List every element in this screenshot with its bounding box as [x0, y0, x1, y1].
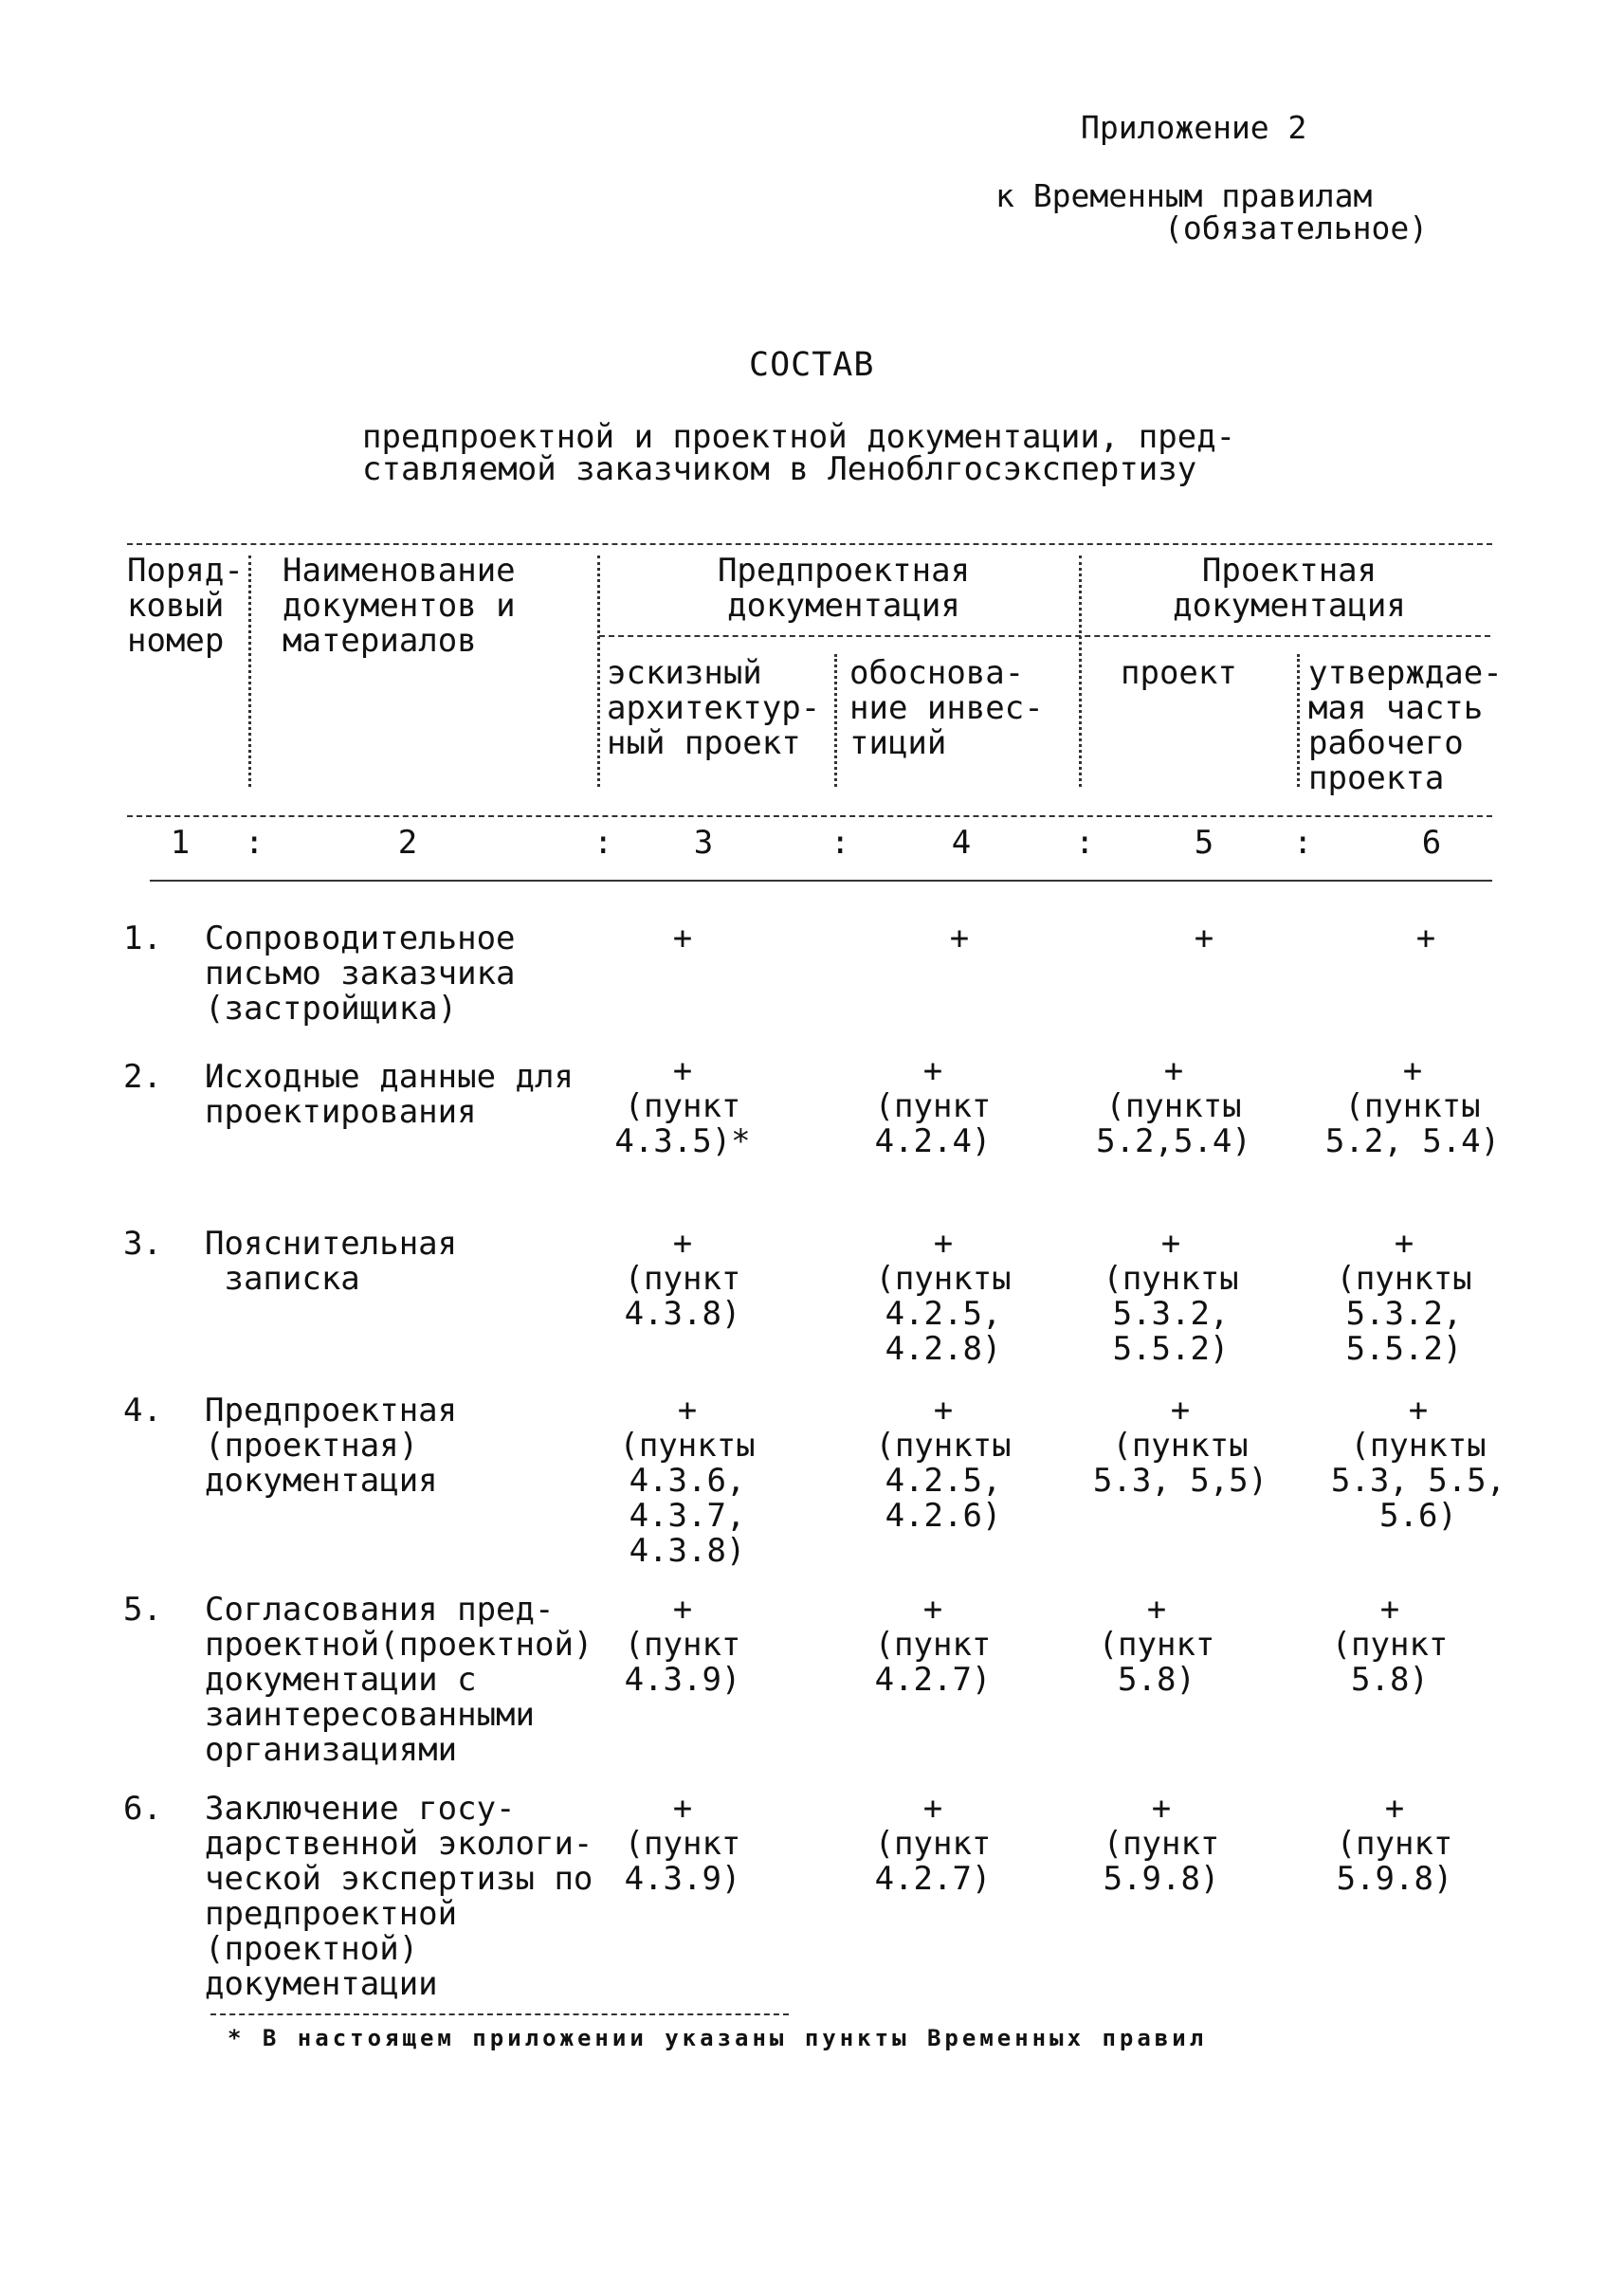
- row-number: 2.: [123, 1058, 162, 1096]
- row-cell-col4: + (пункты 4.2.5, 4.2.8): [875, 1225, 1012, 1368]
- row-cell-col6: +: [1415, 920, 1436, 957]
- col5-header: проект: [1121, 654, 1237, 692]
- colnum-sep: :: [1075, 824, 1095, 862]
- mandatory-label: (обязательное): [1164, 209, 1429, 246]
- document-title: СОСТАВ: [749, 346, 875, 384]
- row-number: 5.: [123, 1591, 162, 1629]
- row-name: Пояснительная записка: [205, 1225, 458, 1298]
- row-cell-col3: + (пункт 4.3.8): [624, 1225, 741, 1333]
- row-cell-col4: + (пункты 4.2.5, 4.2.6): [875, 1392, 1012, 1535]
- row-cell-col5: + (пункт 5.8): [1098, 1591, 1215, 1699]
- row-cell-col5: + (пункты 5.2,5.4): [1096, 1052, 1251, 1160]
- document-subtitle-line1: предпроектной и проектной документации, пред-: [362, 418, 1236, 456]
- row-cell-col4: +: [949, 920, 970, 957]
- col-separator-1: [248, 556, 251, 787]
- row-name: Согласования пред- проектной(проектной) документации с заинтересованными организациями: [205, 1591, 593, 1769]
- row-number: 1.: [123, 920, 162, 957]
- colnum-sep: :: [1293, 824, 1313, 862]
- group-divider-rule: [599, 635, 1490, 637]
- footnote-rule: [210, 2013, 789, 2015]
- row-cell-col3: + (пункт 4.3.9): [624, 1790, 741, 1898]
- row-cell-col6: + (пункты 5.3.2, 5.5.2): [1336, 1225, 1472, 1368]
- colnum-6: 6: [1421, 824, 1442, 862]
- col1-header: Поряд- ковый номер: [127, 552, 244, 660]
- row-name: Сопроводительное письмо заказчика (застройщика): [205, 920, 516, 1028]
- appendix-label: Приложение 2: [1081, 109, 1307, 146]
- row-name: Заключение госу- дарственной экологи- ческой экспертизы по предпроектной (проектной) документации: [205, 1790, 593, 2003]
- colnum-sep: :: [245, 824, 265, 862]
- row-cell-col3: + (пункт 4.3.5)*: [614, 1052, 751, 1160]
- row-cell-col5: + (пункты 5.3, 5,5): [1092, 1392, 1268, 1500]
- colnum-top-rule: [127, 815, 1492, 817]
- col-separator-4: [1079, 556, 1082, 787]
- row-cell-col6: + (пункт 5.9.8): [1336, 1790, 1453, 1898]
- colnum-4: 4: [951, 824, 972, 862]
- col-separator-5: [1297, 654, 1300, 787]
- col2-header: Наименование документов и материалов: [283, 552, 516, 660]
- row-number: 4.: [123, 1392, 162, 1430]
- row-cell-col6: + (пункт 5.8): [1331, 1591, 1449, 1699]
- colnum-sep: :: [830, 824, 850, 862]
- col6-header: утверждае- мая часть рабочего проекта: [1308, 654, 1503, 797]
- col-separator-2: [597, 556, 600, 787]
- row-cell-col3: + (пункт 4.3.9): [624, 1591, 741, 1699]
- row-cell-col5: + (пункт 5.9.8): [1103, 1790, 1220, 1898]
- row-cell-col5: + (пункты 5.3.2, 5.5.2): [1103, 1225, 1239, 1368]
- colnum-5: 5: [1194, 824, 1214, 862]
- row-cell-col5: +: [1194, 920, 1214, 957]
- row-cell-col4: + (пункт 4.2.4): [874, 1052, 992, 1160]
- row-cell-col4: + (пункт 4.2.7): [874, 1790, 992, 1898]
- table-top-rule: [127, 543, 1492, 545]
- colnum-sep: :: [593, 824, 613, 862]
- row-cell-col6: + (пункты 5.2, 5.4): [1324, 1052, 1501, 1160]
- row-cell-col3: +: [672, 920, 693, 957]
- colnum-2: 2: [397, 824, 418, 862]
- row-name: Предпроектная (проектная) документация: [205, 1392, 458, 1500]
- row-number: 3.: [123, 1225, 162, 1263]
- colnum-3: 3: [693, 824, 714, 862]
- rules-reference: к Временным правилам: [995, 177, 1373, 214]
- colnum-1: 1: [170, 824, 191, 862]
- col4-header: обоснова- ние инвес- тиций: [849, 654, 1044, 762]
- document-subtitle-line2: ставляемой заказчиком в Ленoблгосэкспертизу: [362, 450, 1197, 488]
- row-name: Исходные данные для проектирования: [205, 1058, 574, 1131]
- colnum-bottom-rule: [150, 880, 1492, 882]
- row-cell-col6: + (пункты 5.3, 5.5, 5.6): [1330, 1392, 1506, 1535]
- footnote: * В настоящем приложении указаны пункты Временных правил: [228, 2025, 1208, 2051]
- col-separator-3: [834, 654, 837, 787]
- row-cell-col3: + (пункты 4.3.6, 4.3.7, 4.3.8): [619, 1392, 756, 1570]
- group-preproject-header: Предпроектная документация: [717, 552, 971, 625]
- col3-header: эскизный архитектур- ный проект: [607, 654, 821, 762]
- group-project-header: Проектная документация: [1173, 552, 1406, 625]
- row-number: 6.: [123, 1790, 162, 1828]
- row-cell-col4: + (пункт 4.2.7): [874, 1591, 992, 1699]
